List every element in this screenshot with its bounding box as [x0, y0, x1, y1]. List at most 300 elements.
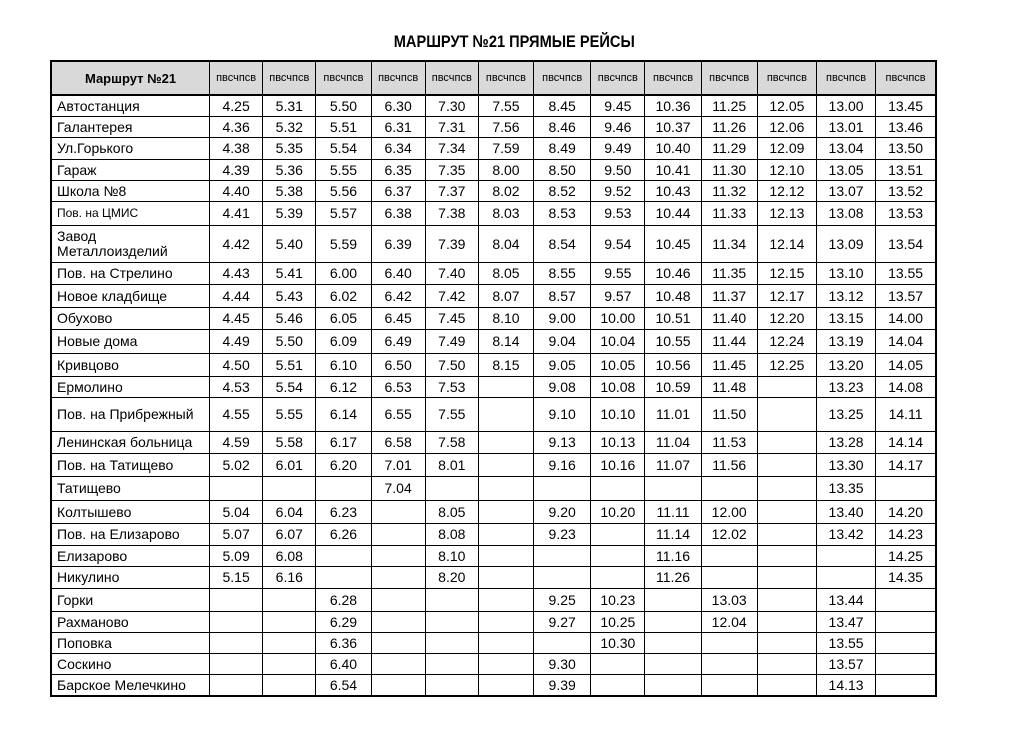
stop-name: Пов. на Елизарово: [51, 524, 210, 546]
departure-time: [645, 633, 701, 654]
departure-time: 14.23: [876, 524, 936, 546]
departure-time: 5.54: [263, 377, 316, 398]
departure-time: 13.44: [816, 589, 875, 612]
table-row: [51, 432, 936, 454]
departure-time: 13.05: [816, 160, 875, 181]
stop-name: Пов. на Татищево: [51, 454, 210, 477]
departure-time: 13.09: [816, 226, 875, 263]
departure-time: 5.40: [263, 226, 316, 263]
departure-time: 11.35: [701, 263, 757, 285]
table-row: [51, 263, 936, 285]
departure-time: 5.41: [263, 263, 316, 285]
departure-time: 11.40: [701, 308, 757, 330]
departure-time: 9.57: [591, 285, 645, 308]
departure-time: 12.24: [757, 330, 816, 354]
table-row: [51, 202, 936, 226]
departure-time: 7.40: [425, 263, 478, 285]
departure-time: [757, 612, 816, 633]
departure-time: 7.55: [478, 95, 533, 117]
departure-time: 10.59: [645, 377, 701, 398]
departure-time: 6.17: [316, 432, 371, 454]
departure-time: [210, 675, 263, 697]
departure-time: 6.34: [371, 138, 425, 160]
departure-time: 5.51: [263, 354, 316, 377]
departure-time: 7.55: [425, 398, 478, 432]
table-row: [51, 181, 936, 202]
stop-name: Ермолино: [51, 377, 210, 398]
table-row: [51, 285, 936, 308]
stop-name: Пов. на Стрелино: [51, 263, 210, 285]
departure-time: 10.37: [645, 117, 701, 138]
departure-time: [757, 633, 816, 654]
departure-time: 5.04: [210, 501, 263, 524]
departure-time: [757, 675, 816, 697]
departure-time: 12.17: [757, 285, 816, 308]
departure-time: 9.00: [534, 308, 591, 330]
departure-time: 12.02: [701, 524, 757, 546]
departure-time: 13.50: [876, 138, 936, 160]
departure-time: 4.43: [210, 263, 263, 285]
departure-time: 9.20: [534, 501, 591, 524]
departure-time: 5.51: [316, 117, 371, 138]
departure-time: [701, 654, 757, 675]
departure-time: 8.53: [534, 202, 591, 226]
table-row: [51, 330, 936, 354]
departure-time: [371, 654, 425, 675]
stop-name: Никулино: [51, 567, 210, 589]
departure-time: [425, 589, 478, 612]
stop-name: Пов. на Прибрежный: [51, 398, 210, 432]
table-row: [51, 612, 936, 633]
departure-time: 7.42: [425, 285, 478, 308]
departure-time: [371, 501, 425, 524]
departure-time: 6.37: [371, 181, 425, 202]
trip-days-header: пвсчпсв: [263, 61, 316, 95]
departure-time: 6.54: [316, 675, 371, 697]
departure-time: [876, 675, 936, 697]
departure-time: [876, 633, 936, 654]
departure-time: 6.04: [263, 501, 316, 524]
departure-time: [701, 633, 757, 654]
departure-time: 8.57: [534, 285, 591, 308]
departure-time: 13.51: [876, 160, 936, 181]
table-row: [51, 354, 936, 377]
departure-time: 5.09: [210, 546, 263, 567]
departure-time: [757, 398, 816, 432]
stop-name: Ул.Горького: [51, 138, 210, 160]
departure-time: [478, 454, 533, 477]
departure-time: 8.49: [534, 138, 591, 160]
table-row: [51, 633, 936, 654]
stop-name: Пов. на ЦМИС: [51, 202, 210, 226]
departure-time: 9.30: [534, 654, 591, 675]
departure-time: 11.29: [701, 138, 757, 160]
departure-time: 7.56: [478, 117, 533, 138]
departure-time: 11.16: [645, 546, 701, 567]
departure-time: 7.49: [425, 330, 478, 354]
stop-name: Новые дома: [51, 330, 210, 354]
departure-time: [645, 477, 701, 501]
table-row: [51, 546, 936, 567]
route-header: Маршрут №21: [51, 61, 210, 95]
departure-time: 13.42: [816, 524, 875, 546]
departure-time: 8.05: [478, 263, 533, 285]
departure-time: 6.05: [316, 308, 371, 330]
departure-time: 9.05: [534, 354, 591, 377]
departure-time: 10.43: [645, 181, 701, 202]
stop-name: Ленинская больница: [51, 432, 210, 454]
departure-time: 11.26: [701, 117, 757, 138]
departure-time: 14.20: [876, 501, 936, 524]
departure-time: 11.53: [701, 432, 757, 454]
departure-time: 12.25: [757, 354, 816, 377]
departure-time: [478, 398, 533, 432]
departure-time: 4.42: [210, 226, 263, 263]
departure-time: 9.39: [534, 675, 591, 697]
departure-time: 4.45: [210, 308, 263, 330]
departure-time: [757, 567, 816, 589]
departure-time: [371, 612, 425, 633]
departure-time: 14.00: [876, 308, 936, 330]
stop-name: Барское Мелечкино: [51, 675, 210, 697]
departure-time: 7.50: [425, 354, 478, 377]
departure-time: 5.32: [263, 117, 316, 138]
trip-days-header: пвсчпсв: [816, 61, 875, 95]
departure-time: 6.38: [371, 202, 425, 226]
departure-time: 7.53: [425, 377, 478, 398]
departure-time: 6.14: [316, 398, 371, 432]
departure-time: [534, 477, 591, 501]
departure-time: 9.49: [591, 138, 645, 160]
departure-time: [371, 675, 425, 697]
departure-time: 8.01: [425, 454, 478, 477]
departure-time: 12.09: [757, 138, 816, 160]
departure-time: 11.07: [645, 454, 701, 477]
departure-time: 13.57: [876, 285, 936, 308]
departure-time: 10.40: [645, 138, 701, 160]
departure-time: [210, 654, 263, 675]
departure-time: 12.13: [757, 202, 816, 226]
departure-time: 11.37: [701, 285, 757, 308]
trip-days-header: пвсчпсв: [210, 61, 263, 95]
departure-time: 12.00: [701, 501, 757, 524]
departure-time: [263, 589, 316, 612]
trip-days-header: пвсчпсв: [371, 61, 425, 95]
departure-time: 14.13: [816, 675, 875, 697]
departure-time: [425, 675, 478, 697]
departure-time: 4.40: [210, 181, 263, 202]
departure-time: 13.08: [816, 202, 875, 226]
trip-days-header: пвсчпсв: [591, 61, 645, 95]
departure-time: 10.13: [591, 432, 645, 454]
departure-time: 10.16: [591, 454, 645, 477]
departure-time: 10.51: [645, 308, 701, 330]
table-row: [51, 377, 936, 398]
stop-name: Кривцово: [51, 354, 210, 377]
table-row: [51, 95, 936, 117]
table-row: [51, 454, 936, 477]
departure-time: 11.14: [645, 524, 701, 546]
departure-time: 5.55: [316, 160, 371, 181]
departure-time: 6.00: [316, 263, 371, 285]
departure-time: [478, 432, 533, 454]
table-row: [51, 308, 936, 330]
departure-time: 6.02: [316, 285, 371, 308]
departure-time: 11.45: [701, 354, 757, 377]
departure-time: 11.44: [701, 330, 757, 354]
departure-time: 10.56: [645, 354, 701, 377]
departure-time: [757, 432, 816, 454]
departure-time: 11.50: [701, 398, 757, 432]
departure-time: 14.17: [876, 454, 936, 477]
table-row: [51, 226, 936, 263]
table-row: [51, 138, 936, 160]
departure-time: 13.03: [701, 589, 757, 612]
page-title: МАРШРУТ №21 ПРЯМЫЕ РЕЙСЫ: [393, 32, 635, 51]
departure-time: 6.28: [316, 589, 371, 612]
table-row: [51, 675, 936, 697]
departure-time: 6.16: [263, 567, 316, 589]
departure-time: 5.57: [316, 202, 371, 226]
departure-time: 14.35: [876, 567, 936, 589]
table-row: [51, 654, 936, 675]
departure-time: 6.42: [371, 285, 425, 308]
departure-time: 6.50: [371, 354, 425, 377]
departure-time: [701, 546, 757, 567]
departure-time: 13.20: [816, 354, 875, 377]
departure-time: 8.07: [478, 285, 533, 308]
departure-time: [316, 546, 371, 567]
departure-time: 13.55: [816, 633, 875, 654]
departure-time: 13.28: [816, 432, 875, 454]
departure-time: 8.45: [534, 95, 591, 117]
departure-time: 11.34: [701, 226, 757, 263]
departure-time: 8.00: [478, 160, 533, 181]
departure-time: 13.30: [816, 454, 875, 477]
departure-time: 9.10: [534, 398, 591, 432]
departure-time: 8.50: [534, 160, 591, 181]
departure-time: [478, 546, 533, 567]
departure-time: 12.12: [757, 181, 816, 202]
departure-time: 6.07: [263, 524, 316, 546]
departure-time: [591, 524, 645, 546]
trip-days-header: пвсчпсв: [701, 61, 757, 95]
departure-time: 6.53: [371, 377, 425, 398]
departure-time: 13.53: [876, 202, 936, 226]
departure-time: 8.02: [478, 181, 533, 202]
departure-time: 4.25: [210, 95, 263, 117]
departure-time: 13.57: [816, 654, 875, 675]
departure-time: [478, 654, 533, 675]
departure-time: 7.59: [478, 138, 533, 160]
departure-time: [591, 546, 645, 567]
departure-time: [371, 633, 425, 654]
departure-time: 13.35: [816, 477, 875, 501]
departure-time: 7.01: [371, 454, 425, 477]
departure-time: 7.45: [425, 308, 478, 330]
departure-time: 13.52: [876, 181, 936, 202]
departure-time: 10.25: [591, 612, 645, 633]
departure-time: [478, 377, 533, 398]
departure-time: 6.35: [371, 160, 425, 181]
trip-days-header: пвсчпсв: [757, 61, 816, 95]
departure-time: [478, 633, 533, 654]
departure-time: 6.49: [371, 330, 425, 354]
departure-time: [210, 633, 263, 654]
trip-days-header: пвсчпсв: [645, 61, 701, 95]
departure-time: 14.11: [876, 398, 936, 432]
departure-time: 13.19: [816, 330, 875, 354]
departure-time: 4.53: [210, 377, 263, 398]
departure-time: 14.25: [876, 546, 936, 567]
departure-time: 6.23: [316, 501, 371, 524]
departure-time: 8.04: [478, 226, 533, 263]
departure-time: 11.48: [701, 377, 757, 398]
departure-time: 10.41: [645, 160, 701, 181]
departure-time: [425, 612, 478, 633]
stop-name: Соскино: [51, 654, 210, 675]
departure-time: 8.10: [478, 308, 533, 330]
departure-time: [478, 589, 533, 612]
departure-time: 11.33: [701, 202, 757, 226]
departure-time: [263, 654, 316, 675]
departure-time: 12.05: [757, 95, 816, 117]
departure-time: 14.14: [876, 432, 936, 454]
departure-time: [478, 477, 533, 501]
departure-time: 6.12: [316, 377, 371, 398]
departure-time: 11.56: [701, 454, 757, 477]
departure-time: 8.10: [425, 546, 478, 567]
departure-time: [478, 524, 533, 546]
departure-time: [645, 675, 701, 697]
stop-name: Галантерея: [51, 117, 210, 138]
table-row: [51, 160, 936, 181]
departure-time: 7.30: [425, 95, 478, 117]
departure-time: 8.15: [478, 354, 533, 377]
stop-name: Обухово: [51, 308, 210, 330]
departure-time: 6.58: [371, 432, 425, 454]
departure-time: 13.45: [876, 95, 936, 117]
departure-time: 6.29: [316, 612, 371, 633]
departure-time: 11.30: [701, 160, 757, 181]
departure-time: [478, 567, 533, 589]
trip-days-header: пвсчпсв: [478, 61, 533, 95]
stop-name: Татищево: [51, 477, 210, 501]
departure-time: [263, 633, 316, 654]
departure-time: [371, 567, 425, 589]
stop-name: Автостанция: [51, 95, 210, 117]
departure-time: 4.55: [210, 398, 263, 432]
departure-time: 10.04: [591, 330, 645, 354]
stop-name: Новое кладбище: [51, 285, 210, 308]
departure-time: [876, 612, 936, 633]
stop-name: Горки: [51, 589, 210, 612]
departure-time: 10.05: [591, 354, 645, 377]
departure-time: 9.16: [534, 454, 591, 477]
departure-time: 11.04: [645, 432, 701, 454]
stop-name: Гараж: [51, 160, 210, 181]
table-row: [51, 589, 936, 612]
departure-time: 9.04: [534, 330, 591, 354]
departure-time: [645, 654, 701, 675]
departure-time: 8.08: [425, 524, 478, 546]
departure-time: 13.25: [816, 398, 875, 432]
departure-time: 5.54: [316, 138, 371, 160]
departure-time: 10.48: [645, 285, 701, 308]
departure-time: 9.53: [591, 202, 645, 226]
departure-time: [757, 454, 816, 477]
departure-time: 6.31: [371, 117, 425, 138]
departure-time: 14.05: [876, 354, 936, 377]
departure-time: 7.58: [425, 432, 478, 454]
departure-time: [757, 477, 816, 501]
timetable: [50, 60, 937, 697]
departure-time: 7.39: [425, 226, 478, 263]
departure-time: 11.11: [645, 501, 701, 524]
departure-time: 9.45: [591, 95, 645, 117]
table-row: [51, 501, 936, 524]
trip-days-header: пвсчпсв: [534, 61, 591, 95]
departure-time: [757, 654, 816, 675]
departure-time: 7.34: [425, 138, 478, 160]
departure-time: 6.09: [316, 330, 371, 354]
departure-time: 6.39: [371, 226, 425, 263]
departure-time: [478, 675, 533, 697]
departure-time: 5.58: [263, 432, 316, 454]
departure-time: 6.20: [316, 454, 371, 477]
departure-time: [591, 654, 645, 675]
departure-time: [263, 612, 316, 633]
departure-time: 11.25: [701, 95, 757, 117]
departure-time: 5.07: [210, 524, 263, 546]
departure-time: 6.10: [316, 354, 371, 377]
departure-time: 8.52: [534, 181, 591, 202]
departure-time: [701, 477, 757, 501]
trip-days-header: пвсчпсв: [876, 61, 936, 95]
departure-time: 10.10: [591, 398, 645, 432]
departure-time: 5.46: [263, 308, 316, 330]
departure-time: 8.14: [478, 330, 533, 354]
departure-time: 12.20: [757, 308, 816, 330]
departure-time: 10.00: [591, 308, 645, 330]
departure-time: 10.55: [645, 330, 701, 354]
stop-name: Школа №8: [51, 181, 210, 202]
departure-time: 13.54: [876, 226, 936, 263]
departure-time: 10.20: [591, 501, 645, 524]
departure-time: 5.02: [210, 454, 263, 477]
departure-time: [876, 477, 936, 501]
departure-time: 10.08: [591, 377, 645, 398]
departure-time: 4.49: [210, 330, 263, 354]
departure-time: 14.04: [876, 330, 936, 354]
departure-time: [316, 477, 371, 501]
header-row: [51, 61, 936, 95]
departure-time: 7.04: [371, 477, 425, 501]
departure-time: 5.50: [316, 95, 371, 117]
stop-name: Рахманово: [51, 612, 210, 633]
departure-time: 6.45: [371, 308, 425, 330]
departure-time: 9.55: [591, 263, 645, 285]
departure-time: 10.30: [591, 633, 645, 654]
departure-time: 8.54: [534, 226, 591, 263]
departure-time: 5.38: [263, 181, 316, 202]
departure-time: 9.46: [591, 117, 645, 138]
departure-time: 13.00: [816, 95, 875, 117]
departure-time: 8.03: [478, 202, 533, 226]
departure-time: 13.01: [816, 117, 875, 138]
departure-time: 13.40: [816, 501, 875, 524]
departure-time: [701, 675, 757, 697]
